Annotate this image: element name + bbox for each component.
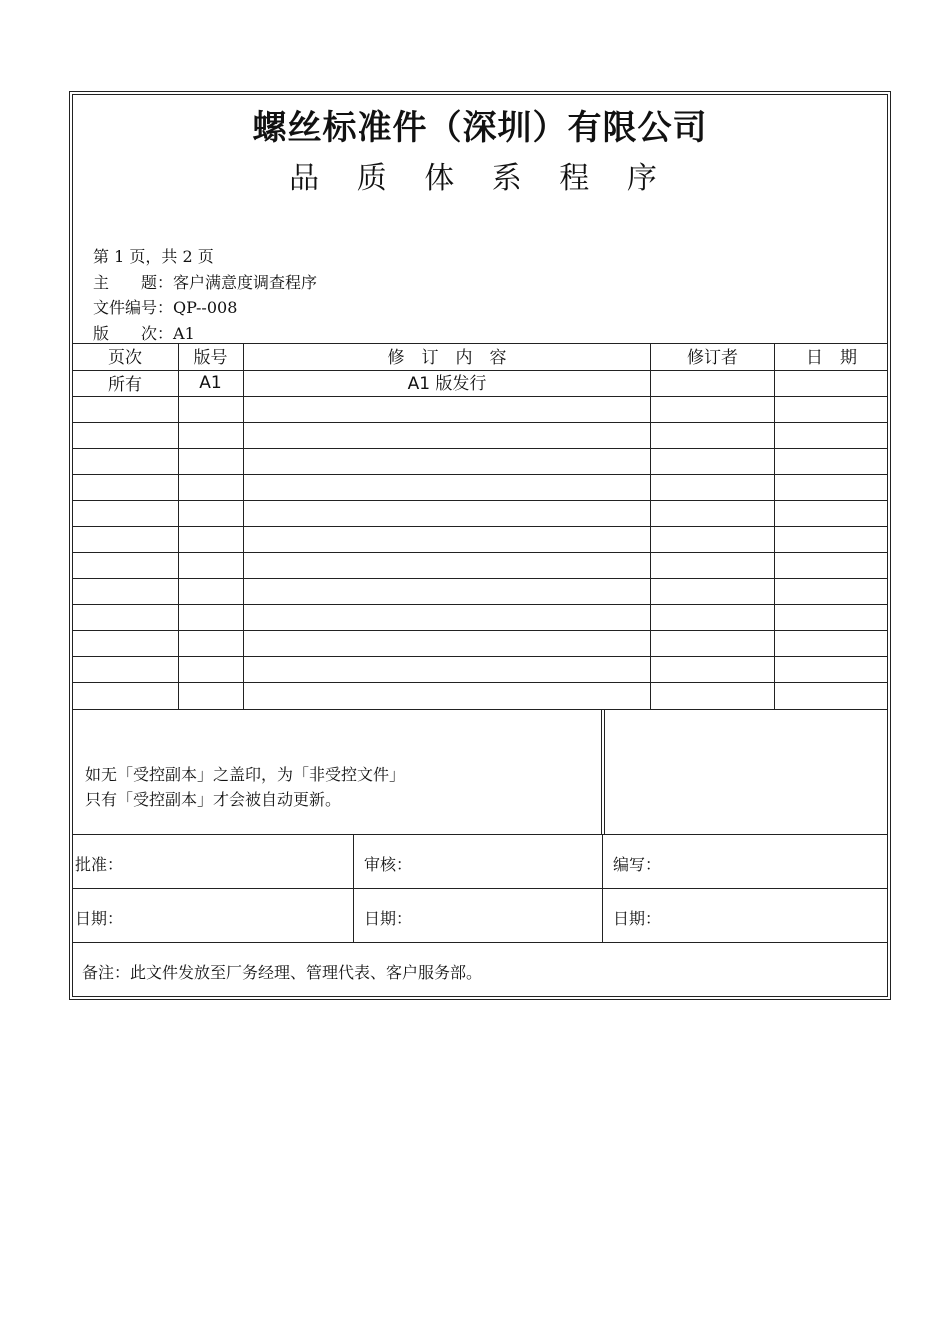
table-rule-8 (72, 552, 888, 553)
review-date-label: 日期： (364, 909, 413, 928)
table-rule-6 (72, 500, 888, 501)
signature-middle-rule (72, 888, 888, 889)
table-rule-4 (72, 448, 888, 449)
doc-number-label: 文件编号： (93, 298, 174, 317)
approve-label: 批准： (75, 855, 124, 874)
review-label: 审核： (364, 855, 413, 874)
notice-divider-b (604, 709, 605, 834)
author-label: 编写： (613, 855, 662, 874)
row1-version: A1 (199, 373, 222, 393)
table-rule-0 (72, 343, 888, 344)
control-notice-line1: 如无「受控副本」之盖印，为「非受控文件」 (85, 765, 406, 784)
subject-line (93, 273, 317, 293)
table-column-rule-1 (243, 343, 244, 709)
page-count: 第 1 页，共 2 页 (93, 247, 214, 266)
table-rule-14 (72, 709, 888, 710)
subject-value: 客户满意度调查程序 (173, 273, 318, 292)
doc-number-line (93, 298, 237, 318)
table-rule-7 (72, 526, 888, 527)
notice-divider-a (601, 709, 602, 834)
col-header-page: 页次 (108, 348, 142, 368)
row1-page: 所有 (108, 375, 142, 395)
signature-top-rule (72, 834, 888, 835)
distribution-remark: 备注：此文件发放至厂务经理、管理代表、客户服务部。 (82, 963, 483, 982)
doc-number-value: QP--008 (173, 298, 238, 317)
remark-top-rule (72, 942, 888, 943)
table-rule-12 (72, 656, 888, 657)
table-column-rule-3 (774, 343, 775, 709)
table-rule-11 (72, 630, 888, 631)
table-rule-13 (72, 682, 888, 683)
subject-label: 主 题： (93, 273, 174, 292)
signature-column-rule-1 (353, 834, 354, 942)
row1-content-text: A1 版发行 (407, 374, 487, 394)
version-value: A1 (173, 324, 195, 343)
signature-column-rule-2 (602, 834, 603, 942)
control-notice-line2: 只有「受控副本」才会被自动更新。 (85, 790, 342, 809)
col-header-reviser: 修订者 (687, 348, 738, 368)
table-column-rule-0 (178, 343, 179, 709)
table-rule-5 (72, 474, 888, 475)
document-inner-frame (72, 94, 888, 997)
table-rule-10 (72, 604, 888, 605)
table-rule-3 (72, 422, 888, 423)
table-column-rule-2 (650, 343, 651, 709)
row1-content (244, 371, 650, 397)
document-subtitle: 品 质 体 系 程 序 (289, 161, 671, 196)
company-name: 螺丝标准件（深圳）有限公司 (252, 108, 708, 148)
version-label: 版 次： (93, 324, 174, 343)
version-line (93, 324, 195, 344)
approve-date-label: 日期： (75, 909, 124, 928)
author-date-label: 日期： (613, 909, 662, 928)
col-header-content: 修 订 内 容 (387, 348, 507, 368)
col-header-version: 版号 (193, 348, 228, 368)
col-header-date: 日 期 (806, 348, 857, 368)
table-rule-9 (72, 578, 888, 579)
